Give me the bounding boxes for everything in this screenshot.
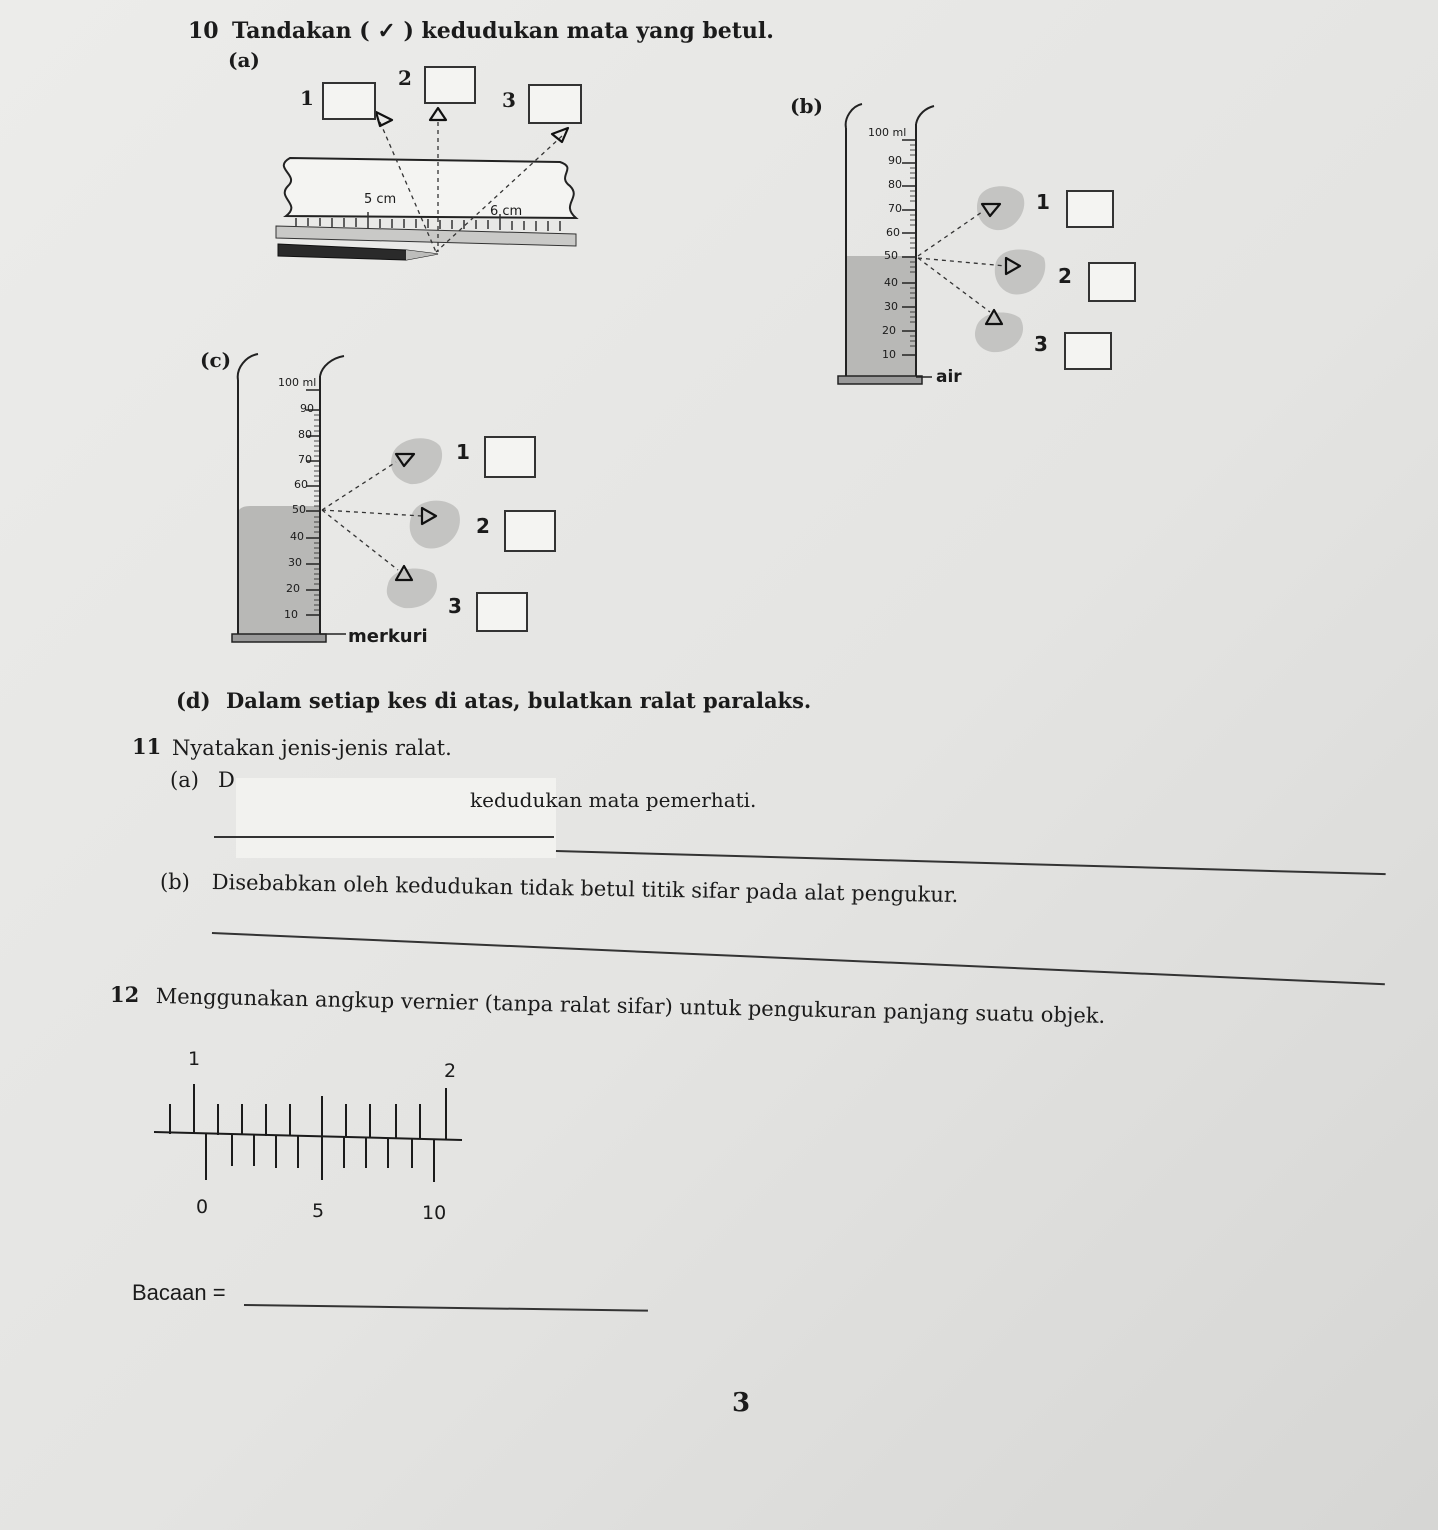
q11a-answer-line-left[interactable] <box>214 836 554 838</box>
q10-number: 10 <box>188 18 219 44</box>
q11a-text-start: D <box>218 768 235 792</box>
q11-number: 11 <box>132 734 162 759</box>
cylinder-water <box>838 104 1045 384</box>
q10c-option-2-label: 2 <box>476 514 490 538</box>
ruler-mark-5cm: 5 cm <box>364 192 397 207</box>
q12-number: 12 <box>110 982 140 1007</box>
q10b-scale-40: 40 <box>884 276 898 289</box>
q11a-text-end: kedudukan mata pemerhati. <box>470 788 757 812</box>
q10a-option-1-label: 1 <box>300 86 314 110</box>
q10c-scale-top: 100 ml <box>278 376 317 389</box>
q10c-option-1-label: 1 <box>456 440 470 464</box>
ruler-diagram <box>276 108 576 260</box>
q10a-option-2-label: 2 <box>398 66 412 90</box>
q10b-scale-80: 80 <box>888 178 902 191</box>
q10d-label: (d) <box>176 688 211 713</box>
q10c-liquid-label: merkuri <box>348 626 428 647</box>
main-scale-label-1: 1 <box>188 1048 201 1070</box>
q11-text: Nyatakan jenis-jenis ralat. <box>172 736 452 760</box>
q11b-text: Disebabkan oleh kedudukan tidak betul titik sifar pada alat pengukur. <box>211 870 959 908</box>
vernier-label-5: 5 <box>312 1200 325 1222</box>
q10b-scale-top: 100 ml <box>868 126 907 139</box>
q10b-scale-30: 30 <box>884 300 898 313</box>
q10-instruction: Tandakan ( ✓ ) kedudukan mata yang betul. <box>232 18 774 44</box>
q10b-scale-90: 90 <box>888 154 902 167</box>
q11b-label: (b) <box>160 870 190 894</box>
q10a-checkbox-1[interactable] <box>322 82 376 120</box>
q10c-checkbox-2[interactable] <box>504 510 556 552</box>
q10b-checkbox-3[interactable] <box>1064 332 1112 370</box>
q10b-option-3-label: 3 <box>1034 332 1048 356</box>
ruler-mark-6cm: 6 cm <box>490 204 523 219</box>
q10b-option-1-label: 1 <box>1036 190 1050 214</box>
q10a-checkbox-3[interactable] <box>528 84 582 124</box>
q10b-scale-10: 10 <box>882 348 896 361</box>
q12-text: Menggunakan angkup vernier (tanpa ralat sifar) untuk pengukuran panjang suatu objek. <box>155 984 1106 1028</box>
reading-label: Bacaan = <box>132 1280 226 1305</box>
q10c-scale-90: 90 <box>300 402 314 415</box>
q10c-scale-40: 40 <box>290 530 304 543</box>
q10c-checkbox-3[interactable] <box>476 592 528 632</box>
q10d-text: Dalam setiap kes di atas, bulatkan ralat paralaks. <box>226 688 812 713</box>
q10b-checkbox-2[interactable] <box>1088 262 1136 302</box>
main-scale-label-2: 2 <box>444 1060 457 1082</box>
q10a-label: (a) <box>228 48 260 72</box>
q10c-option-3-label: 3 <box>448 594 462 618</box>
q10c-scale-50: 50 <box>292 503 306 516</box>
q10b-scale-20: 20 <box>882 324 896 337</box>
page-number: 3 <box>732 1388 751 1418</box>
q10c-scale-10: 10 <box>284 608 298 621</box>
q10b-checkbox-1[interactable] <box>1066 190 1114 228</box>
q10c-scale-30: 30 <box>288 556 302 569</box>
cylinder-mercury <box>232 354 460 642</box>
q11a-label: (a) <box>170 768 199 792</box>
q10b-scale-60: 60 <box>886 226 900 239</box>
q10b-label: (b) <box>790 94 823 118</box>
q10b-scale-70: 70 <box>888 202 902 215</box>
vernier-label-0: 0 <box>196 1196 209 1218</box>
q10c-checkbox-1[interactable] <box>484 436 536 478</box>
q10c-scale-70: 70 <box>298 453 312 466</box>
q10a-option-3-label: 3 <box>502 88 516 112</box>
q10c-scale-80: 80 <box>298 428 312 441</box>
q10c-scale-20: 20 <box>286 582 300 595</box>
vernier-label-10: 10 <box>422 1202 447 1224</box>
q10a-checkbox-2[interactable] <box>424 66 476 104</box>
q10c-label: (c) <box>200 348 232 372</box>
q10b-liquid-label: air <box>936 367 962 387</box>
q10c-scale-60: 60 <box>294 478 308 491</box>
q10b-option-2-label: 2 <box>1058 264 1072 288</box>
vernier-scale <box>154 1084 462 1182</box>
q10b-scale-50: 50 <box>884 249 898 262</box>
